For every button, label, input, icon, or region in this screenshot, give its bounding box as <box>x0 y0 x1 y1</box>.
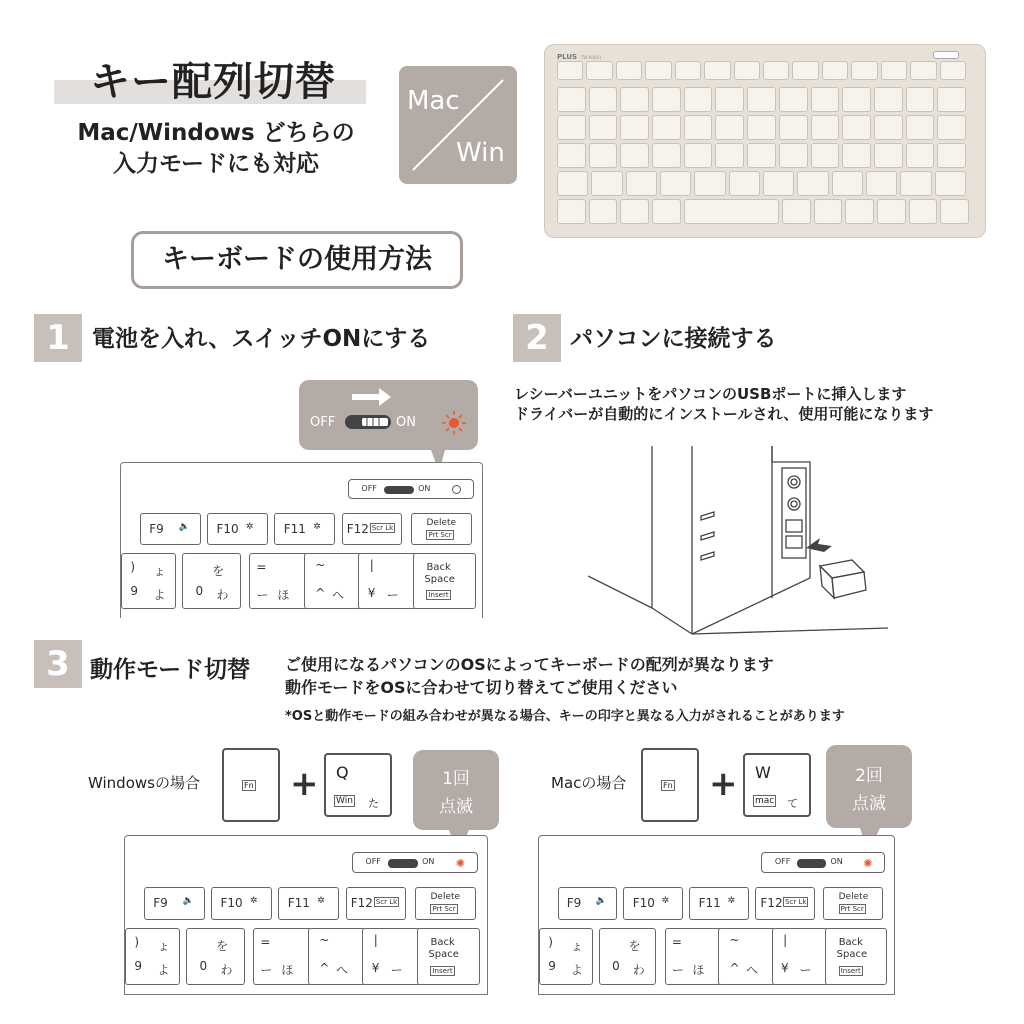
f12-label: F12 <box>350 896 373 911</box>
minus_kana-label: ほ <box>281 963 294 978</box>
space-label: Space <box>428 949 459 961</box>
keyboard-photo-key <box>832 171 863 196</box>
f12-label: F12 <box>760 896 783 911</box>
w-key-mac <box>743 753 811 817</box>
f10-key-label: F10 <box>632 896 655 911</box>
led-blink-icon: ✺ <box>455 857 465 871</box>
f10-key-icon: ✲ <box>661 896 670 907</box>
pc-usb-illustration <box>588 438 888 638</box>
keyboard-photo-key <box>906 115 935 140</box>
k9-label: 9 <box>130 584 139 598</box>
caret_top-label: ~ <box>319 932 330 947</box>
keyboard-photo-key <box>797 171 828 196</box>
keyboard-photo-key <box>715 115 744 140</box>
keyboard-photo-key <box>747 143 776 168</box>
k0-key <box>186 928 245 985</box>
k9_top-label: ) <box>130 560 136 574</box>
delete-label: Delete <box>430 892 461 903</box>
keyboard-photo-key <box>842 87 871 112</box>
keyboard-photo-key <box>620 87 649 112</box>
step-2-line-2: ドライバーが自動的にインストールされ、使用可能になります <box>514 405 934 423</box>
keyboard-photo-key <box>675 61 701 80</box>
caret_top-label: ~ <box>729 932 740 947</box>
f11-key-label: F11 <box>698 896 721 911</box>
k9-key <box>125 928 180 985</box>
f10-key <box>207 513 268 545</box>
back-label: Back <box>430 936 455 948</box>
yen_kana-label: ー <box>390 963 403 978</box>
k9_top-label: ) <box>548 934 553 949</box>
off-label: OFF <box>365 857 381 867</box>
k0_top_kana-label: を <box>628 938 641 953</box>
keyboard-photo-key <box>652 143 681 168</box>
back-label: Back <box>426 562 451 573</box>
keyboard-photo-key <box>557 115 586 140</box>
keyboard-photo-key <box>906 87 935 112</box>
keyboard-photo-key <box>747 115 776 140</box>
k0_kana-label: わ <box>632 963 645 978</box>
keyboard-photo-key <box>589 115 618 140</box>
keyboard-photo-key <box>779 143 808 168</box>
subtitle-line-2: 入力モードにも対応 <box>112 151 320 177</box>
windows-blink-callout <box>413 750 499 830</box>
yen_top-label: | <box>783 932 788 947</box>
keyboard-photo-key <box>715 143 744 168</box>
minus_kana-label: ほ <box>277 588 290 602</box>
k9_kana-label: よ <box>153 588 166 602</box>
keyboard-photo-key <box>652 87 681 112</box>
keyboard-photo-key <box>866 171 897 196</box>
yen_top-label: | <box>373 932 378 947</box>
minus_top-label: = <box>256 560 267 574</box>
minus-label: ー <box>671 963 684 978</box>
step-2-number: 2 <box>513 314 561 362</box>
delete-key <box>823 887 883 920</box>
k0-label: 0 <box>612 959 620 974</box>
keyboard-photo-key <box>851 61 877 80</box>
keyboard-photo-key <box>660 171 691 196</box>
q-key-main: Q <box>336 763 349 782</box>
plus-icon-mac: + <box>709 764 738 804</box>
badge-mac-label: Mac <box>407 86 460 116</box>
w-key-kana: て <box>787 797 798 810</box>
keyboard-brand: PLUS <box>557 53 578 61</box>
keyboard-photo-key <box>845 199 874 224</box>
back-label: Back <box>838 936 863 948</box>
caret-label: ^ <box>319 961 330 976</box>
w-key-main: W <box>755 763 771 782</box>
keyboard-photo-key <box>842 115 871 140</box>
yen-key <box>362 928 421 985</box>
k9_top_kana-label: ょ <box>157 938 170 953</box>
yen-key <box>358 553 417 609</box>
step-1-title: 電池を入れ、スイッチONにする <box>92 326 431 352</box>
keyboard-photo-key <box>779 115 808 140</box>
q-key-win-box: Win <box>336 796 353 806</box>
keyboard-photo-key <box>557 199 586 224</box>
page-title: キー配列切替 <box>90 59 336 105</box>
mac-blink-count: 2回 <box>855 766 883 786</box>
yen_top-label: | <box>369 558 374 572</box>
f10-key <box>623 887 683 920</box>
f9-key-icon: 🔉 <box>595 896 607 907</box>
keyboard-model: TW-KB001 <box>581 55 602 60</box>
slider-icon <box>388 859 417 867</box>
keyboard-photo-key <box>557 143 586 168</box>
yen-label: ¥ <box>367 586 376 600</box>
f12-key <box>755 887 815 920</box>
caret-label: ^ <box>729 961 740 976</box>
delete-key <box>411 513 472 545</box>
keyboard-photo-key <box>684 199 779 224</box>
k9-label: 9 <box>134 959 143 974</box>
keyboard-photo-key <box>626 171 657 196</box>
fn-key-windows-label: Fn <box>244 781 254 790</box>
keyboard-photo-key <box>937 143 966 168</box>
caret_kana-label: へ <box>335 963 348 978</box>
back-space-key <box>417 928 480 985</box>
step-2-text <box>514 384 933 424</box>
keyboard-photo-key <box>589 199 618 224</box>
step-3-note: *OSと動作モードの組み合わせが異なる場合、キーの印字と異なる入力がされることがあります <box>285 709 845 724</box>
f10-key-label: F10 <box>216 522 239 536</box>
delete-label: Delete <box>426 518 457 528</box>
on-label: ON <box>422 857 435 867</box>
slider-icon <box>384 486 413 494</box>
power-switch-indicator <box>348 479 474 499</box>
step-2-title: パソコンに接続する <box>570 326 777 352</box>
led-blink-icon: ✺ <box>863 857 873 871</box>
keyboard-photo-key <box>842 143 871 168</box>
keyboard-photo-key <box>620 199 649 224</box>
yen-label: ¥ <box>781 961 789 976</box>
minus-label: ー <box>260 963 273 978</box>
k9_kana-label: よ <box>157 963 170 978</box>
keyboard-photo-key <box>557 87 586 112</box>
step-3-text <box>285 653 774 699</box>
keyboard-photo-key <box>906 143 935 168</box>
keyboard-diagram-windows <box>124 835 488 995</box>
mac-blink-text: 点滅 <box>852 794 886 814</box>
caret_kana-label: へ <box>745 963 758 978</box>
scr-lk-label: Scr Lk <box>375 898 398 907</box>
fn-key-mac <box>641 748 699 822</box>
keyboard-photo-key <box>811 115 840 140</box>
keyboard-photo-key <box>937 87 966 112</box>
plus-icon: + <box>290 764 319 804</box>
minus_kana-label: ほ <box>692 963 705 978</box>
keyboard-photo-key <box>645 61 671 80</box>
k0_kana-label: わ <box>216 588 229 602</box>
led-icon <box>452 485 461 494</box>
step-3-line-2: 動作モードをOSに合わせて切り替えてご使用ください <box>285 678 678 697</box>
subtitle-line-1: Mac/Windows どちらの <box>77 120 355 146</box>
keyboard-photo-key <box>616 61 642 80</box>
mac-mode-label: Macの場合 <box>551 774 627 792</box>
f11-key-icon: ✲ <box>727 896 735 907</box>
caret-key <box>304 553 363 609</box>
keyboard-photo-key <box>747 87 776 112</box>
keyboard-photo-key <box>940 61 966 80</box>
caret_top-label: ~ <box>315 558 326 572</box>
windows-blink-count: 1回 <box>442 769 470 789</box>
prt-scr-label: Prt Scr <box>428 531 452 539</box>
prt-scr-label: Prt Scr <box>432 905 456 914</box>
space-label: Space <box>836 949 868 961</box>
k9-key <box>539 928 593 985</box>
caret-key <box>718 928 776 985</box>
keyboard-photo-key <box>792 61 818 80</box>
f12-label: F12 <box>346 522 369 536</box>
f9-key <box>140 513 201 545</box>
insert-label: Insert <box>428 591 449 599</box>
keyboard-photo-key <box>779 87 808 112</box>
keyboard-photo-key <box>620 115 649 140</box>
keyboard-photo-key <box>729 171 760 196</box>
scr-lk-label: Scr Lk <box>785 898 807 907</box>
keyboard-photo-key <box>589 143 618 168</box>
keyboard-photo-key <box>652 199 681 224</box>
k9-key <box>121 553 176 609</box>
k9_kana-label: よ <box>570 963 583 978</box>
k0_top_kana-label: を <box>212 564 225 578</box>
q-key-kana: た <box>368 797 379 810</box>
keyboard-photo-key <box>734 61 760 80</box>
keyboard-photo-key <box>704 61 730 80</box>
k0_kana-label: わ <box>220 963 233 978</box>
back-space-key <box>413 553 476 609</box>
f9-key <box>144 887 205 920</box>
keyboard-photo-key <box>715 87 744 112</box>
prt-scr-label: Prt Scr <box>840 905 864 914</box>
step-3-number: 3 <box>34 640 82 688</box>
k0-key <box>599 928 657 985</box>
step-2-line-1: レシーバーユニットをパソコンのUSBポートに挿入します <box>514 385 907 403</box>
fn-key-windows <box>222 748 280 822</box>
keyboard-photo-key <box>814 199 843 224</box>
minus-label: ー <box>256 588 269 602</box>
f11-key-icon: ✲ <box>317 896 325 907</box>
delete-key <box>415 887 476 920</box>
f11-key-icon: ✲ <box>313 522 321 532</box>
keyboard-photo-key <box>620 143 649 168</box>
keyboard-photo-key <box>874 87 903 112</box>
f9-key-label: F9 <box>149 522 164 536</box>
f12-key <box>346 887 407 920</box>
keyboard-photo-key <box>589 87 618 112</box>
mac-blink-callout <box>826 745 912 828</box>
usage-heading-text: キーボードの使用方法 <box>162 244 432 275</box>
space-label: Space <box>424 574 455 585</box>
f9-key-label: F9 <box>153 896 168 911</box>
delete-label: Delete <box>838 892 869 903</box>
k0-key <box>182 553 241 609</box>
fn-key-mac-label: Fn <box>663 781 673 790</box>
scr-lk-label: Scr Lk <box>371 524 394 532</box>
keyboard-diagram-step1 <box>120 462 483 618</box>
usage-heading <box>131 231 463 289</box>
yen-label: ¥ <box>371 961 380 976</box>
keyboard-photo-key <box>557 171 588 196</box>
insert-label: Insert <box>840 966 861 975</box>
keyboard-photo-key <box>910 61 936 80</box>
badge-win-label: Win <box>456 138 505 168</box>
keyboard-photo-key <box>684 115 713 140</box>
switch-callout <box>299 380 478 450</box>
keyboard-photo-key <box>909 199 938 224</box>
yen-key <box>772 928 830 985</box>
f9-key-icon: 🔉 <box>182 896 194 907</box>
slider-icon <box>797 859 826 867</box>
minus_top-label: = <box>260 934 271 949</box>
f10-key-icon: ✲ <box>245 522 254 532</box>
switch-on-label: ON <box>396 415 416 430</box>
f11-key-label: F11 <box>283 522 306 536</box>
insert-label: Insert <box>432 966 453 975</box>
keyboard-photo-key <box>881 61 907 80</box>
k0_top_kana-label: を <box>216 938 229 953</box>
f9-key <box>558 887 618 920</box>
f10-key-label: F10 <box>220 896 243 911</box>
windows-mode-label: Windowsの場合 <box>88 774 200 792</box>
mac-win-badge <box>399 66 517 184</box>
minus-key <box>253 928 312 985</box>
keyboard-diagram-mac <box>538 835 895 995</box>
keyboard-photo-key <box>694 171 725 196</box>
back-space-key <box>825 928 887 985</box>
f10-key <box>211 887 272 920</box>
f9-key-label: F9 <box>566 896 582 911</box>
k9-label: 9 <box>548 959 556 974</box>
f10-key-icon: ✲ <box>249 896 258 907</box>
keyboard-photo-key <box>557 61 583 80</box>
page-subtitle <box>66 118 366 180</box>
keyboard-photo-key <box>937 115 966 140</box>
on-label: ON <box>830 857 843 867</box>
caret-key <box>308 928 367 985</box>
f9-key-icon: 🔉 <box>178 522 190 532</box>
keyboard-photo-key <box>684 143 713 168</box>
keyboard-photo-key <box>874 115 903 140</box>
power-switch-indicator <box>761 852 885 872</box>
minus-key <box>665 928 723 985</box>
power-switch-indicator <box>352 852 478 872</box>
keyboard-photo-key <box>935 171 966 196</box>
switch-off-label: OFF <box>310 415 336 430</box>
keyboard-photo-key <box>591 171 622 196</box>
step-3-line-1: ご使用になるパソコンのOSによってキーボードの配列が異なります <box>285 655 774 674</box>
keyboard-photo-key <box>900 171 931 196</box>
caret-label: ^ <box>315 586 326 600</box>
yen_kana-label: ー <box>386 588 399 602</box>
keyboard-photo-key <box>652 115 681 140</box>
k9_top_kana-label: ょ <box>153 564 166 578</box>
keyboard-photo-key <box>811 143 840 168</box>
k9_top-label: ) <box>134 934 140 949</box>
keyboard-photo <box>544 44 986 238</box>
step-1-number: 1 <box>34 314 82 362</box>
step-3-title: 動作モード切替 <box>90 657 251 683</box>
off-label: OFF <box>361 484 377 493</box>
keyboard-photo-key <box>586 61 612 80</box>
f11-key <box>278 887 339 920</box>
keyboard-photo-key <box>940 199 969 224</box>
yen_kana-label: ー <box>799 963 812 978</box>
off-label: OFF <box>774 857 791 867</box>
k9_top_kana-label: ょ <box>570 938 583 953</box>
keyboard-photo-key <box>822 61 848 80</box>
w-key-mac-box: mac <box>755 796 775 806</box>
keyboard-photo-key <box>763 171 794 196</box>
k0-label: 0 <box>199 959 208 974</box>
q-key-windows <box>324 753 392 817</box>
keyboard-photo-key <box>684 87 713 112</box>
f11-key <box>274 513 335 545</box>
f12-key <box>342 513 403 545</box>
keyboard-photo-key <box>782 199 811 224</box>
keyboard-photo-key <box>763 61 789 80</box>
windows-blink-text: 点滅 <box>439 797 473 817</box>
keyboard-photo-key <box>874 143 903 168</box>
keyboard-photo-key <box>877 199 906 224</box>
keyboard-photo-key <box>811 87 840 112</box>
caret_kana-label: へ <box>331 588 344 602</box>
on-label: ON <box>418 484 431 493</box>
power-switch <box>933 51 959 59</box>
minus_top-label: = <box>671 934 682 949</box>
f11-key <box>689 887 749 920</box>
k0-label: 0 <box>195 584 204 598</box>
f11-key-label: F11 <box>287 896 310 911</box>
minus-key <box>249 553 308 609</box>
